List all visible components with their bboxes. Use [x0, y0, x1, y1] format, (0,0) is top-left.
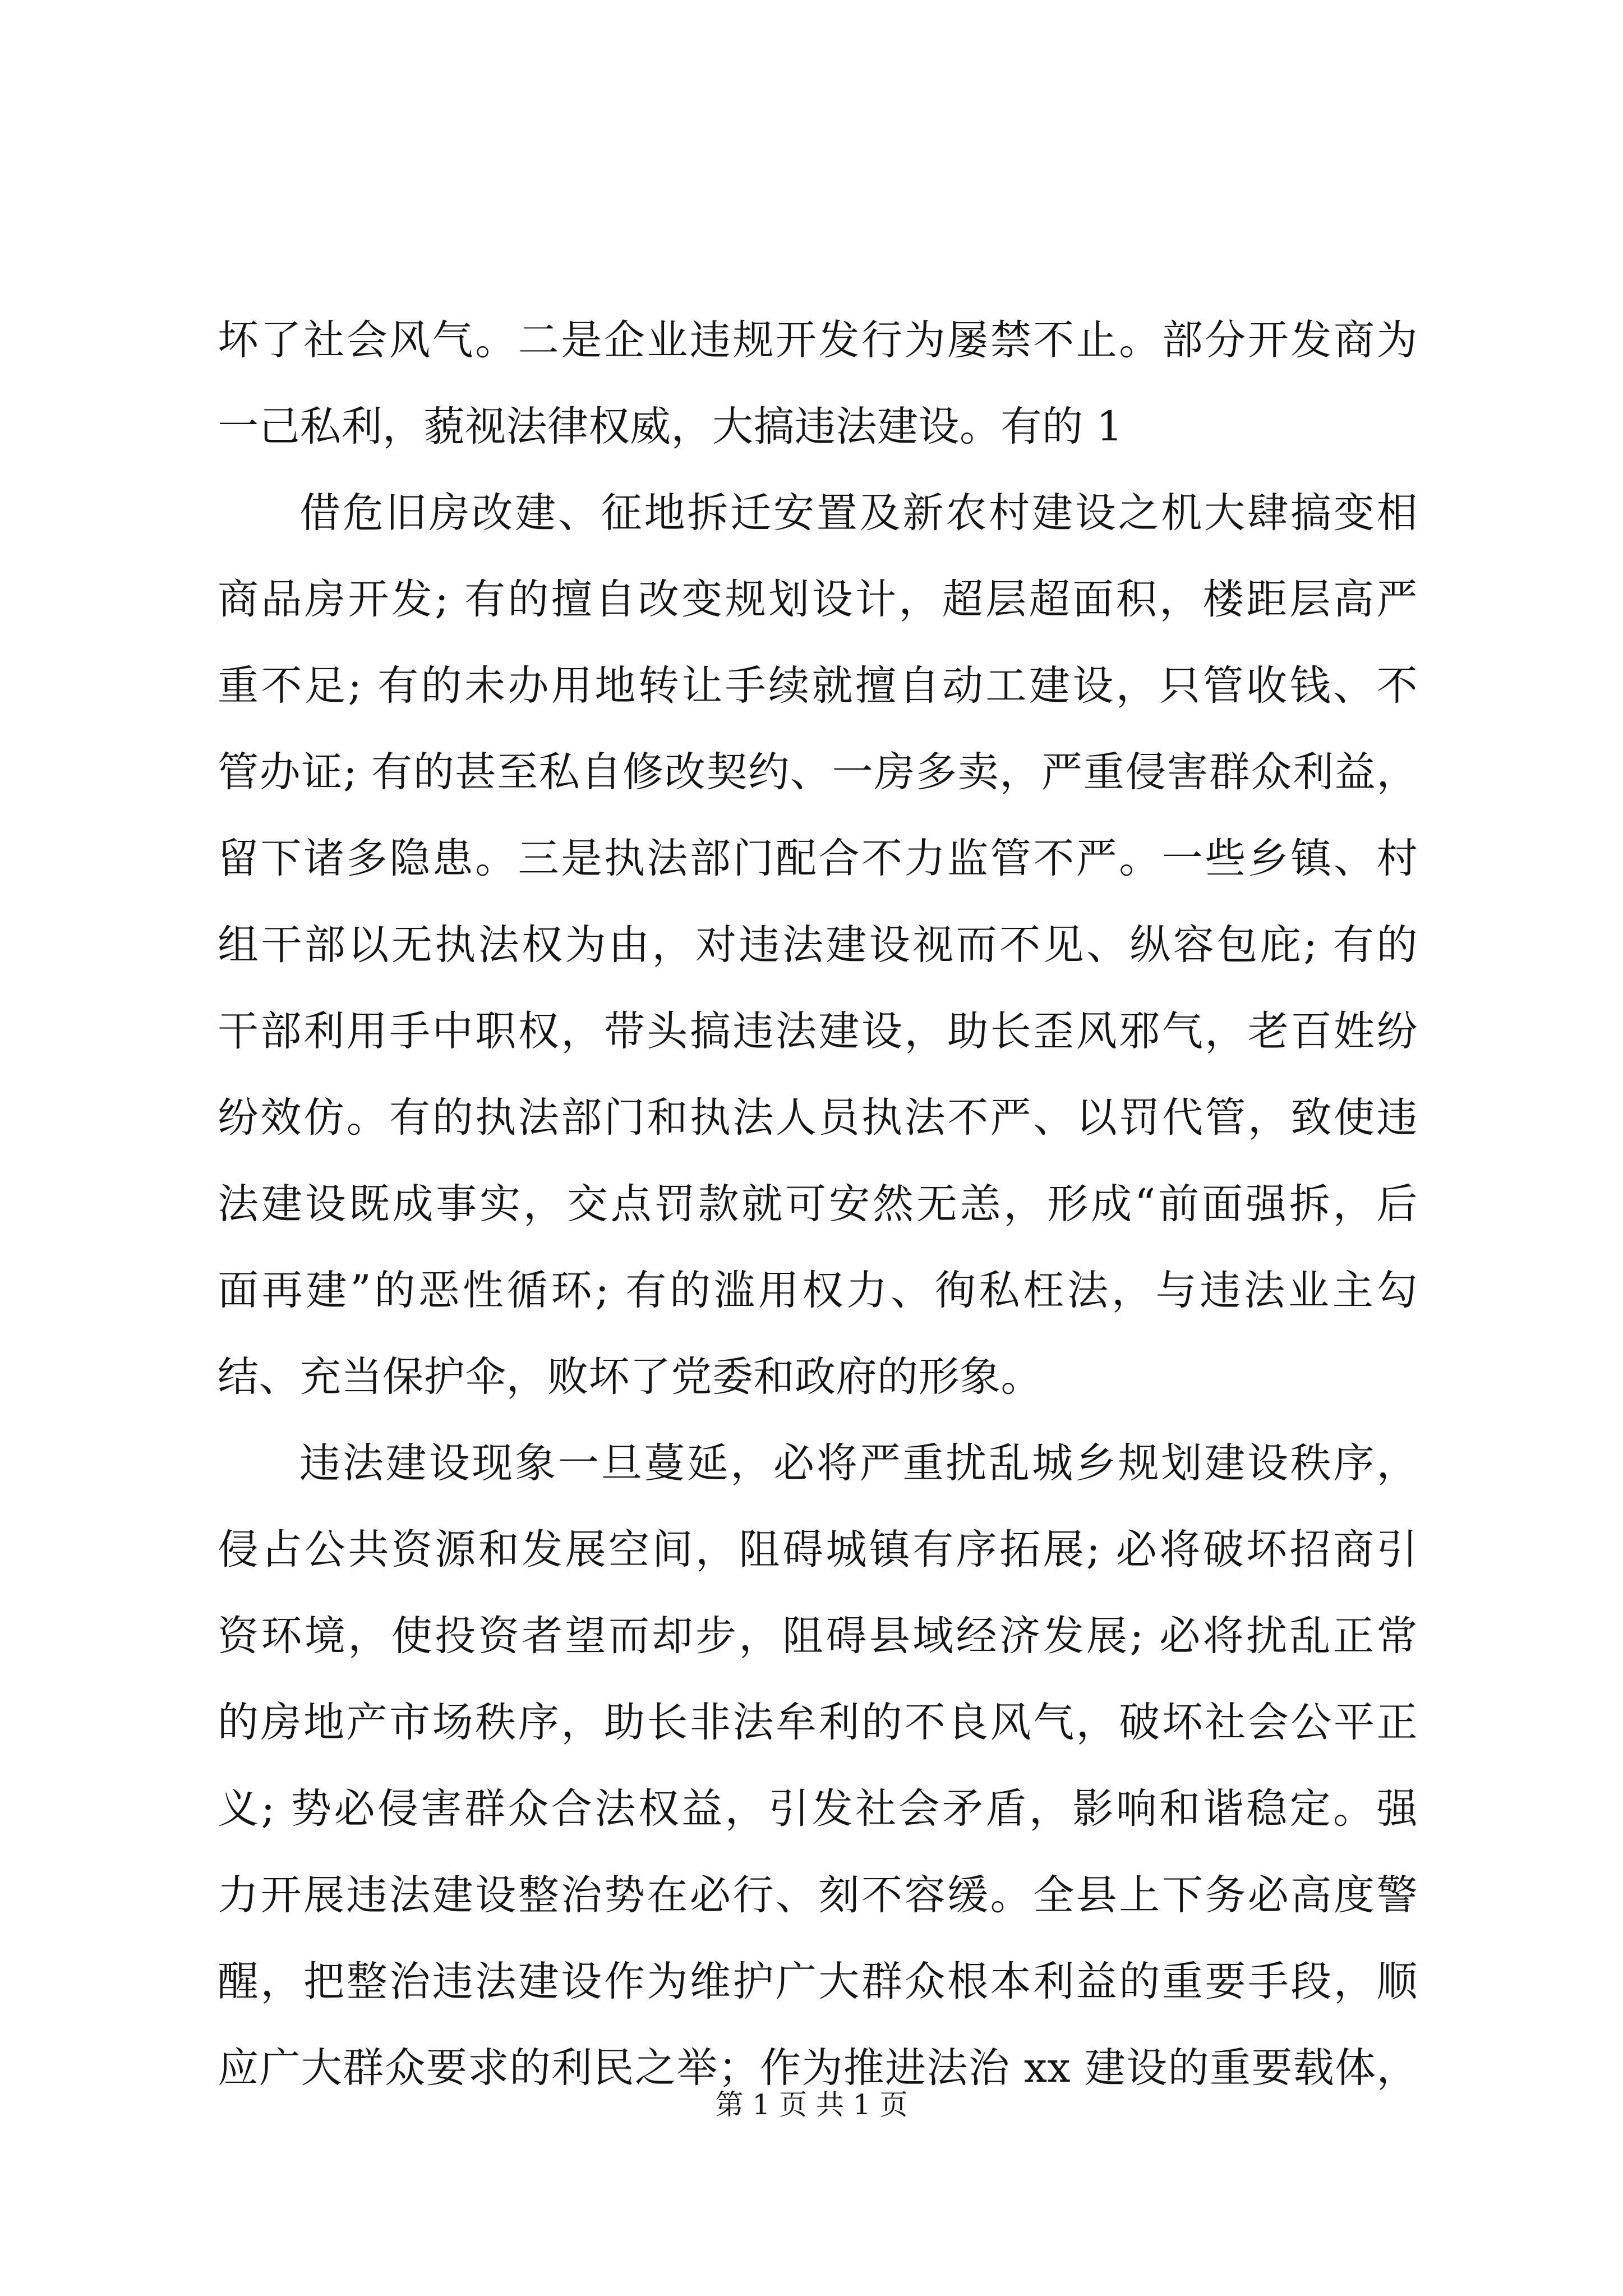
text-line: 干部利用手中职权，带头搞违法建设，助长歪风邪气，老百姓纷 — [218, 1007, 1418, 1055]
text-line: 坏了社会风气。二是企业违规开发行为屡禁不止。部分开发商为 — [218, 316, 1418, 364]
text-line: 结、充当保护伞，败坏了党委和政府的形象。 — [218, 1353, 1042, 1401]
text-line: 法建设既成事实，交点罚款就可安然无恙，形成“前面强拆，后 — [218, 1180, 1418, 1228]
text-line: 义; 势必侵害群众合法权益，引发社会矛盾，影响和谐稳定。强 — [218, 1785, 1418, 1833]
text-line: 纷效仿。有的执法部门和执法人员执法不严、以罚代管，致使违 — [218, 1094, 1418, 1142]
text-line: 一己私利，藐视法律权威，大搞违法建设。有的 1 — [218, 403, 1123, 450]
text-line: 侵占公共资源和发展空间，阻碍城镇有序拓展; 必将破坏招商引 — [218, 1526, 1418, 1573]
text-line: 借危旧房改建、征地拆迁安置及新农村建设之机大肆搞变相 — [299, 489, 1418, 537]
text-line: 违法建设现象一旦蔓延，必将严重扰乱城乡规划建设秩序， — [299, 1439, 1418, 1487]
text-line: 留下诸多隐患。三是执法部门配合不力监管不严。一些乡镇、村 — [218, 835, 1418, 882]
text-line: 组干部以无执法权为由，对违法建设视而不见、纵容包庇; 有的 — [218, 921, 1418, 969]
text-line: 重不足; 有的未办用地转让手续就擅自动工建设，只管收钱、不 — [218, 662, 1418, 710]
text-line: 的房地产市场秩序，助长非法牟利的不良风气，破坏社会公平正 — [218, 1699, 1418, 1746]
text-line: 醒，把整治违法建设作为维护广大群众根本利益的重要手段，顺 — [218, 1958, 1418, 2005]
body-text — [218, 297, 1418, 2111]
text-line: 面再建”的恶性循环; 有的滥用权力、徇私枉法，与违法业主勾 — [218, 1267, 1418, 1314]
text-line: 应广大群众要求的利民之举；作为推进法治 xx 建设的重要载体， — [218, 2044, 1418, 2092]
text-line: 管办证; 有的甚至私自修改契约、一房多卖，严重侵害群众利益， — [218, 748, 1418, 796]
text-line: 力开展违法建设整治势在必行、刻不容缓。全县上下务必高度警 — [218, 1871, 1418, 1919]
page-footer: 第 1 页 共 1 页 — [715, 2088, 908, 2121]
text-line: 资环境，使投资者望而却步，阻碍县域经济发展; 必将扰乱正常 — [218, 1612, 1418, 1660]
text-line: 商品房开发; 有的擅自改变规划设计，超层超面积，楼距层高严 — [218, 576, 1418, 623]
